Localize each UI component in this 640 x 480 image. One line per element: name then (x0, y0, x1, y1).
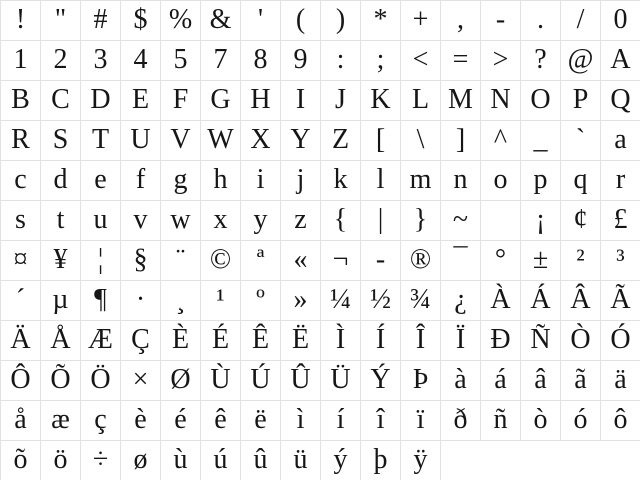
glyph-cell[interactable]: [ (361, 121, 401, 161)
glyph-cell[interactable]: J (321, 81, 361, 121)
glyph-cell[interactable]: É (201, 321, 241, 361)
glyph-cell[interactable]: : (321, 41, 361, 81)
glyph-cell[interactable]: ° (481, 241, 521, 281)
glyph-cell[interactable]: § (121, 241, 161, 281)
glyph-cell[interactable]: ä (601, 361, 640, 401)
glyph-cell[interactable]: î (361, 401, 401, 441)
glyph-cell[interactable]: Ø (161, 361, 201, 401)
glyph-cell[interactable]: Ô (1, 361, 41, 401)
glyph-cell[interactable]: Ò (561, 321, 601, 361)
glyph-cell[interactable]: 2 (41, 41, 81, 81)
glyph-cell[interactable]: v (121, 201, 161, 241)
glyph-cell[interactable]: ½ (361, 281, 401, 321)
glyph-cell[interactable]: w (161, 201, 201, 241)
glyph-cell[interactable]: ¨ (161, 241, 201, 281)
glyph-cell[interactable]: N (481, 81, 521, 121)
glyph-cell[interactable]: Í (361, 321, 401, 361)
glyph-cell[interactable]: % (161, 1, 201, 41)
glyph-cell[interactable]: é (161, 401, 201, 441)
glyph-cell[interactable]: ? (521, 41, 561, 81)
glyph-cell[interactable]: d (41, 161, 81, 201)
glyph-cell[interactable]: ¶ (81, 281, 121, 321)
glyph-cell[interactable]: 4 (121, 41, 161, 81)
glyph-cell[interactable]: Ã (601, 281, 640, 321)
glyph-cell[interactable]: L (401, 81, 441, 121)
glyph-cell[interactable]: O (521, 81, 561, 121)
glyph-cell[interactable]: Ç (121, 321, 161, 361)
glyph-cell[interactable]: à (441, 361, 481, 401)
glyph-cell[interactable]: Z (321, 121, 361, 161)
glyph-cell[interactable]: g (161, 161, 201, 201)
glyph-cell[interactable]: U (121, 121, 161, 161)
glyph-cell[interactable]: ç (81, 401, 121, 441)
glyph-cell[interactable]: P (561, 81, 601, 121)
glyph-cell[interactable]: Ù (201, 361, 241, 401)
glyph-cell[interactable]: ¦ (81, 241, 121, 281)
glyph-cell[interactable]: ø (121, 441, 161, 480)
glyph-cell[interactable]: Ó (601, 321, 640, 361)
glyph-cell[interactable]: W (201, 121, 241, 161)
glyph-cell[interactable]: Î (401, 321, 441, 361)
glyph-cell[interactable]: ì (281, 401, 321, 441)
glyph-cell[interactable]: ± (521, 241, 561, 281)
glyph-cell[interactable]: ª (241, 241, 281, 281)
glyph-cell[interactable]: ò (521, 401, 561, 441)
empty-cell (481, 441, 521, 480)
glyph-cell[interactable]: _ (521, 121, 561, 161)
glyph-cell[interactable]: n (441, 161, 481, 201)
glyph-cell[interactable]: 7 (201, 41, 241, 81)
glyph-cell[interactable]: ¬ (321, 241, 361, 281)
glyph-cell[interactable]: Ö (81, 361, 121, 401)
glyph-cell[interactable]: Q (601, 81, 640, 121)
glyph-cell[interactable]: Æ (81, 321, 121, 361)
glyph-cell[interactable]: m (401, 161, 441, 201)
glyph-cell[interactable]: ï (401, 401, 441, 441)
glyph-cell[interactable]: - (361, 241, 401, 281)
empty-cell (441, 441, 481, 480)
glyph-cell[interactable]: - (481, 1, 521, 41)
glyph-cell[interactable]: © (201, 241, 241, 281)
glyph-cell[interactable]: z (281, 201, 321, 241)
glyph-cell[interactable]: ¿ (441, 281, 481, 321)
glyph-cell[interactable]: º (241, 281, 281, 321)
glyph-cell[interactable]: Ú (241, 361, 281, 401)
glyph-cell[interactable]: f (121, 161, 161, 201)
glyph-cell[interactable]: . (521, 1, 561, 41)
glyph-cell[interactable]: C (41, 81, 81, 121)
glyph-cell[interactable]: M (441, 81, 481, 121)
glyph-cell[interactable]: / (561, 1, 601, 41)
glyph-cell[interactable]: ó (561, 401, 601, 441)
glyph-cell[interactable]: Á (521, 281, 561, 321)
glyph-cell[interactable]: \ (401, 121, 441, 161)
glyph-cell[interactable]: ~ (441, 201, 481, 241)
glyph-cell[interactable]: o (481, 161, 521, 201)
glyph-cell[interactable]: y (241, 201, 281, 241)
glyph-cell[interactable]: I (281, 81, 321, 121)
glyph-cell[interactable]: û (241, 441, 281, 480)
glyph-cell[interactable]: ô (601, 401, 640, 441)
glyph-cell[interactable]: > (481, 41, 521, 81)
glyph-cell[interactable]: t (41, 201, 81, 241)
glyph-cell[interactable]: r (601, 161, 640, 201)
glyph-cell[interactable]: p (521, 161, 561, 201)
glyph-cell[interactable]: 9 (281, 41, 321, 81)
glyph-cell[interactable]: ( (281, 1, 321, 41)
glyph-cell[interactable]: Õ (41, 361, 81, 401)
glyph-cell[interactable]: Þ (401, 361, 441, 401)
glyph-cell[interactable]: 8 (241, 41, 281, 81)
glyph-cell[interactable]: c (1, 161, 41, 201)
glyph-cell[interactable]: ; (361, 41, 401, 81)
glyph-cell[interactable]: Ñ (521, 321, 561, 361)
glyph-cell[interactable]: æ (41, 401, 81, 441)
glyph-cell[interactable]: | (361, 201, 401, 241)
glyph-cell[interactable]: ã (561, 361, 601, 401)
empty-cell (521, 441, 561, 480)
glyph-cell[interactable]: e (81, 161, 121, 201)
glyph-cell[interactable]: E (121, 81, 161, 121)
glyph-cell[interactable]: ö (41, 441, 81, 480)
glyph-cell[interactable]: ê (201, 401, 241, 441)
glyph-cell[interactable]: ü (281, 441, 321, 480)
glyph-cell[interactable]: å (1, 401, 41, 441)
glyph-cell[interactable]: ð (441, 401, 481, 441)
glyph-cell[interactable]: µ (41, 281, 81, 321)
glyph-cell[interactable]: ³ (601, 241, 640, 281)
glyph-cell[interactable]: ¯ (441, 241, 481, 281)
glyph-cell[interactable] (481, 201, 521, 241)
glyph-cell[interactable]: " (41, 1, 81, 41)
glyph-cell[interactable]: 3 (81, 41, 121, 81)
glyph-cell[interactable]: { (321, 201, 361, 241)
glyph-cell[interactable]: þ (361, 441, 401, 480)
glyph-cell[interactable]: í (321, 401, 361, 441)
glyph-cell[interactable]: ¸ (161, 281, 201, 321)
glyph-cell[interactable]: ] (441, 121, 481, 161)
glyph-cell[interactable]: £ (601, 201, 640, 241)
glyph-cell[interactable]: < (401, 41, 441, 81)
glyph-cell[interactable]: @ (561, 41, 601, 81)
glyph-cell[interactable]: ù (161, 441, 201, 480)
glyph-cell[interactable]: h (201, 161, 241, 201)
glyph-cell[interactable]: + (401, 1, 441, 41)
glyph-cell[interactable]: * (361, 1, 401, 41)
glyph-cell[interactable]: i (241, 161, 281, 201)
glyph-cell[interactable]: R (1, 121, 41, 161)
glyph-cell[interactable]: j (281, 161, 321, 201)
glyph-cell[interactable]: k (321, 161, 361, 201)
glyph-cell[interactable]: q (561, 161, 601, 201)
glyph-cell[interactable]: ) (321, 1, 361, 41)
glyph-cell[interactable]: È (161, 321, 201, 361)
glyph-cell[interactable]: ¥ (41, 241, 81, 281)
glyph-cell[interactable]: a (601, 121, 640, 161)
glyph-cell[interactable]: $ (121, 1, 161, 41)
glyph-cell[interactable]: S (41, 121, 81, 161)
glyph-cell[interactable]: · (121, 281, 161, 321)
glyph-cell[interactable]: , (441, 1, 481, 41)
glyph-cell[interactable]: & (201, 1, 241, 41)
glyph-cell[interactable]: s (1, 201, 41, 241)
glyph-cell[interactable]: H (241, 81, 281, 121)
glyph-cell[interactable]: ¤ (1, 241, 41, 281)
glyph-cell[interactable]: A (601, 41, 640, 81)
glyph-cell[interactable]: = (441, 41, 481, 81)
glyph-cell[interactable]: l (361, 161, 401, 201)
glyph-cell[interactable]: X (241, 121, 281, 161)
glyph-cell[interactable]: V (161, 121, 201, 161)
glyph-cell[interactable]: Û (281, 361, 321, 401)
glyph-cell[interactable]: ! (1, 1, 41, 41)
glyph-cell[interactable]: Ï (441, 321, 481, 361)
glyph-cell[interactable]: × (121, 361, 161, 401)
glyph-cell[interactable]: » (281, 281, 321, 321)
glyph-cell[interactable]: Ì (321, 321, 361, 361)
glyph-cell[interactable]: 0 (601, 1, 640, 41)
glyph-cell[interactable]: ý (321, 441, 361, 480)
glyph-cell[interactable]: ´ (1, 281, 41, 321)
glyph-cell[interactable]: D (81, 81, 121, 121)
glyph-cell[interactable]: ¢ (561, 201, 601, 241)
glyph-cell[interactable]: ÿ (401, 441, 441, 480)
glyph-cell[interactable]: ñ (481, 401, 521, 441)
glyph-cell[interactable]: Ä (1, 321, 41, 361)
glyph-cell[interactable]: â (521, 361, 561, 401)
glyph-cell[interactable]: ¡ (521, 201, 561, 241)
glyph-cell[interactable]: á (481, 361, 521, 401)
glyph-cell[interactable]: 1 (1, 41, 41, 81)
glyph-cell[interactable]: ` (561, 121, 601, 161)
glyph-cell[interactable]: ¹ (201, 281, 241, 321)
glyph-cell[interactable]: ú (201, 441, 241, 480)
glyph-cell[interactable]: ¼ (321, 281, 361, 321)
glyph-cell[interactable]: K (361, 81, 401, 121)
glyph-cell[interactable]: ÷ (81, 441, 121, 480)
glyph-cell[interactable]: F (161, 81, 201, 121)
glyph-cell[interactable]: } (401, 201, 441, 241)
empty-cell (601, 441, 640, 480)
glyph-cell[interactable]: u (81, 201, 121, 241)
glyph-cell[interactable]: À (481, 281, 521, 321)
glyph-cell[interactable]: Ê (241, 321, 281, 361)
glyph-cell[interactable]: Y (281, 121, 321, 161)
glyph-cell[interactable]: ' (241, 1, 281, 41)
glyph-cell[interactable]: x (201, 201, 241, 241)
glyph-cell[interactable]: Ë (281, 321, 321, 361)
glyph-cell[interactable]: « (281, 241, 321, 281)
glyph-cell[interactable]: G (201, 81, 241, 121)
glyph-cell[interactable]: ¾ (401, 281, 441, 321)
glyph-cell[interactable]: ^ (481, 121, 521, 161)
glyph-cell[interactable]: B (1, 81, 41, 121)
empty-cell (561, 441, 601, 480)
glyph-cell[interactable]: Ð (481, 321, 521, 361)
glyph-cell[interactable]: Â (561, 281, 601, 321)
glyph-cell[interactable]: è (121, 401, 161, 441)
glyph-cell[interactable]: Ü (321, 361, 361, 401)
glyph-cell[interactable]: ë (241, 401, 281, 441)
glyph-cell[interactable]: Å (41, 321, 81, 361)
glyph-cell[interactable]: õ (1, 441, 41, 480)
glyph-cell[interactable]: ® (401, 241, 441, 281)
glyph-cell[interactable]: 5 (161, 41, 201, 81)
glyph-cell[interactable]: ² (561, 241, 601, 281)
glyph-cell[interactable]: Ý (361, 361, 401, 401)
glyph-cell[interactable]: # (81, 1, 121, 41)
glyph-cell[interactable]: T (81, 121, 121, 161)
